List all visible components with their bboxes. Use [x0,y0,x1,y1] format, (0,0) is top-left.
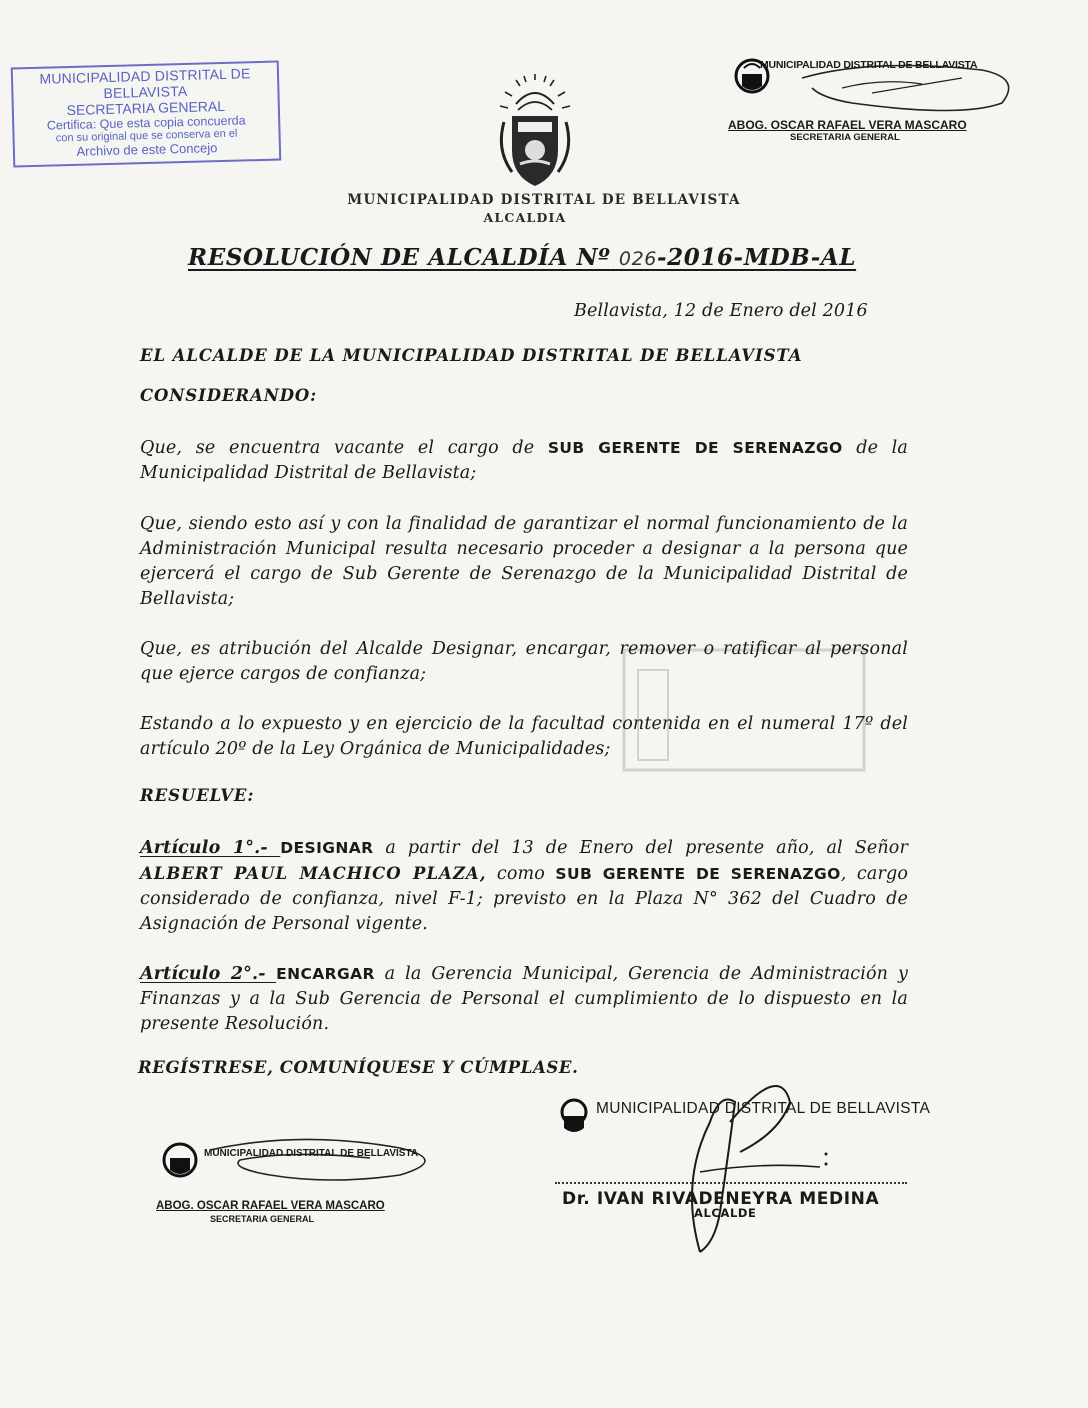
seal-name-text: ABOG. OSCAR RAFAEL VERA MASCARO [728,118,967,132]
mayor-signature [640,1062,840,1262]
stamp-line: con su original que se conserva en el [55,127,238,145]
title-prefix: RESOLUCIÓN DE ALCALDÍA Nº [188,244,611,271]
mayor-seal-muni: MUNICIPALIDAD DISTRITAL DE BELLAVISTA [596,1100,931,1117]
paragraph-1 [140,436,908,486]
article-1-verb: DESIGNAR [280,839,374,857]
mayor-role: ALCALDE [694,1206,757,1220]
authority-heading: EL ALCALDE DE LA MUNICIPALIDAD DISTRITAL DE BELLAVISTA [140,346,803,365]
article-1-person: ALBERT PAUL MACHICO PLAZA, [140,864,487,883]
p1-bold: SUB GERENTE DE SERENAZGO [547,439,843,457]
article-1-text: como [486,864,556,884]
stamp-line: MUNICIPALIDAD DISTRITAL DE BELLAVISTA [39,65,251,102]
signature-line [555,1182,907,1184]
article-1-text: , cargo considerado de confianza, nivel F-1; previsto en la Plaza N° 362 del Cuadro de Asignación de Personal vigente. [140,864,909,934]
paragraph-4: Estando a lo expuesto y en ejercicio de la facultad contenida en el numeral 17º del artículo 20º de la Ley Orgánica de Municipalidades; [140,714,908,759]
closing-formula: REGÍSTRESE, COMUNÍQUESE Y CÚMPLASE. [138,1058,579,1077]
article-2-label: Artículo 2° [140,964,253,984]
dateline: Bellavista, 12 de Enero del 2016 [574,301,868,321]
seal-muni-text: MUNICIPALIDAD DISTRITAL DE BELLAVISTA [760,59,978,71]
article-2-text: a la Gerencia Municipal, Gerencia de Administración y Finanzas y a la Sub Gerencia de Personal el cumplimiento de lo dispuesto en la presente Resolución. [140,964,908,1034]
resolution-number: 026 [618,248,657,270]
header-office: ALCALDIA [483,210,567,225]
mayor-name: Dr. IVAN RIVADENEYRA MEDINA [562,1189,880,1209]
considerando-heading: CONSIDERANDO: [140,386,318,405]
article-2-sep: .- [252,964,277,984]
paragraph-2: Que, siendo esto así y con la finalidad de garantizar el normal funcionamiento de la Administración Municipal resulta necesario proceder a designar a la persona que ejercerá el cargo de Sub Gerente de Serenazgo de la Municipalidad Distrital de Bellavista; [140,514,908,609]
certification-stamp [11,61,282,168]
seal-muni-text: MUNICIPALIDAD DISTRITAL DE BELLAVISTA [204,1148,419,1159]
article-1-text: a partir del 13 de Enero del presente año, al Señor [373,838,908,858]
stamp-line: Archivo de este Concejo [76,140,218,159]
resuelve-heading: RESUELVE: [140,786,255,805]
p1-text-end: de la Municipalidad Distrital de Bellavista; [140,438,908,483]
stamp-line: Certifica: Que esta copia concuerda [46,113,246,133]
paragraph-3: Que, es atribución del Alcalde Designar, encargar, remover o ratificar al personal que ejerce cargos de confianza; [140,639,908,684]
seal-role-text: SECRETARIA GENERAL [790,132,900,143]
title-suffix: -2016-MDB-AL [656,244,857,271]
article-2-verb: ENCARGAR [276,965,375,983]
seal-name-text: ABOG. OSCAR RAFAEL VERA MASCARO [156,1200,385,1212]
municipal-crest-icon [490,72,580,190]
mayor-seal-emblem-icon [556,1098,592,1138]
seal-role-text: SECRETARIA GENERAL [210,1214,315,1224]
header-institution: MUNICIPALIDAD DISTRITAL DE BELLAVISTA [347,192,741,208]
resolution-title [188,244,856,271]
article-1-role: SUB GERENTE DE SERENAZGO [555,865,841,883]
article-1 [140,836,908,937]
p1-text: Que, se encuentra vacante el cargo de [140,438,548,458]
article-1-sep: .- [254,838,281,858]
seal-emblem-icon [164,1144,196,1176]
stamp-line: SECRETARIA GENERAL [66,97,226,119]
article-2 [140,962,908,1037]
article-1-label: Artículo 1° [140,838,255,858]
